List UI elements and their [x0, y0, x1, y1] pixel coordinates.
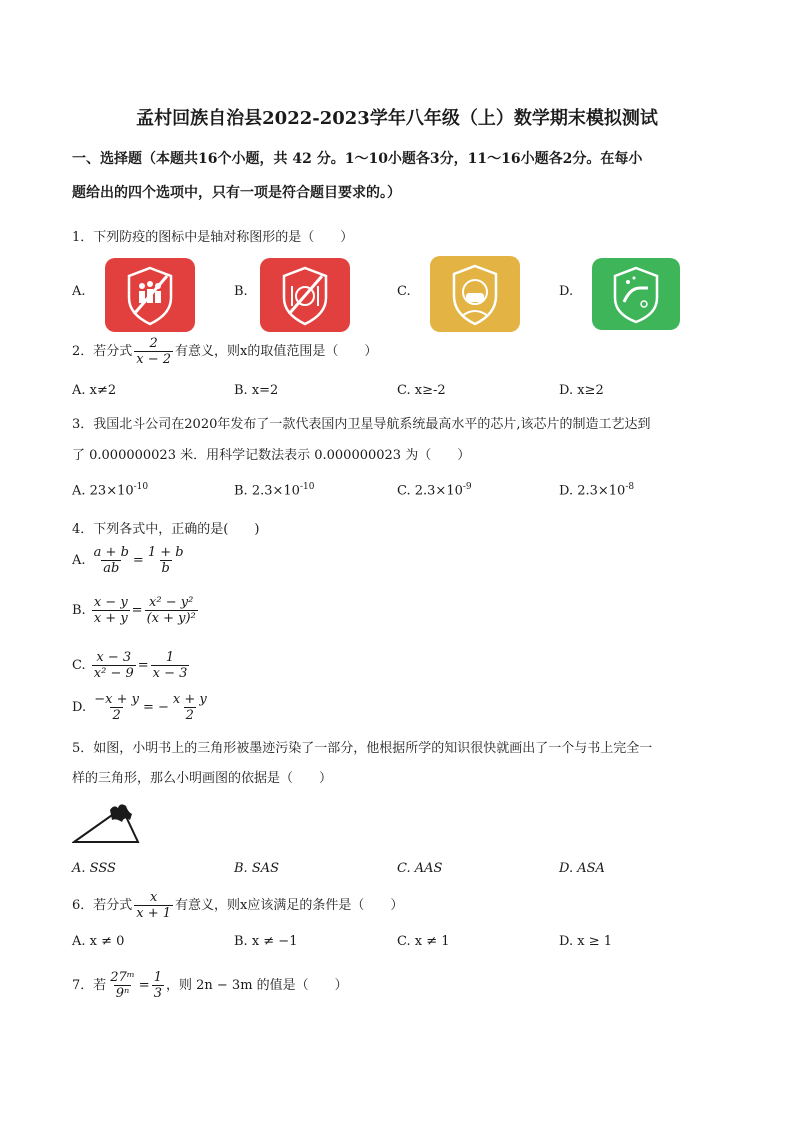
q4-b-left-denominator: x + y: [93, 611, 128, 626]
q4-c-equals: =: [137, 658, 149, 673]
q2-fraction: [134, 336, 173, 367]
q6-numerator: x: [149, 890, 158, 905]
wear-mask-icon: [430, 256, 520, 332]
q4-a-equals: =: [132, 553, 144, 568]
q4-b-left-numerator: x − y: [93, 595, 128, 610]
q5-option-d: D. ASA: [559, 861, 605, 876]
q4-option-a-label: A.: [72, 553, 86, 568]
q4-option-b-label: B.: [72, 603, 86, 618]
question-1: 1．下列防疫的图标中是轴对称图形的是（ ）: [72, 230, 354, 245]
q1-option-c-image: [430, 256, 520, 332]
q7-suffix: ，则 2n − 3m 的值是（ ）: [165, 978, 348, 993]
q1-option-d-image: [592, 258, 680, 330]
q4-option-a: [72, 545, 188, 576]
section-line-2: 题给出的四个选项中，只有一项是符合题目要求的。）: [72, 185, 401, 201]
q6-option-c: C. x ≠ 1: [397, 934, 450, 949]
q5-option-b: B. SAS: [234, 861, 280, 876]
question-6: [72, 890, 403, 921]
q7-right-numerator: 1: [153, 970, 162, 985]
question-4: 4．下列各式中，正确的是( ): [72, 522, 260, 537]
q4-a-right-numerator: 1 + b: [147, 545, 184, 560]
q4-b-right-denominator: (x + y)²: [146, 611, 196, 626]
q7-equals: =: [138, 978, 150, 993]
q7-prefix: 7．若: [72, 978, 107, 993]
q3-option-d-base: D. 2.3×10: [559, 483, 626, 499]
question-5-line-1: 5．如图，小明书上的三角形被墨迹污染了一部分，他根据所学的知识很快就画出了一个与书上完全一: [72, 741, 653, 756]
q4-a-left-numerator: a + b: [93, 545, 129, 560]
q1-option-b-label: B.: [234, 284, 248, 299]
q4-c-left-denominator: x² − 9: [93, 666, 134, 681]
q3-option-c-base: C. 2.3×10: [397, 483, 463, 499]
q4-c-right-denominator: x − 3: [152, 666, 188, 681]
q7-left-numerator: 27ᵐ: [110, 970, 135, 985]
q4-c-right-fraction: [151, 650, 190, 681]
q4-option-d-label: D.: [72, 700, 87, 715]
q6-option-d: D. x ≥ 1: [559, 934, 612, 949]
section-header: [72, 142, 732, 210]
q4-d-right-numerator: x + y: [172, 692, 207, 707]
wash-hands-icon: [592, 258, 680, 330]
q4-d-left-numerator: −x + y: [94, 692, 139, 707]
q7-right-fraction: [152, 970, 164, 1001]
q1-option-a-image: [105, 258, 195, 332]
q2-option-b: B. x=2: [234, 383, 279, 398]
q2-option-c: C. x≥-2: [397, 383, 446, 398]
q3-option-c: [397, 482, 472, 498]
question-7: [72, 970, 348, 1001]
q4-b-right-fraction: [145, 595, 198, 626]
q4-c-left-fraction: [92, 650, 136, 681]
q4-b-equals: =: [131, 603, 143, 618]
q4-b-right-numerator: x² − y²: [149, 595, 194, 610]
q1-option-d-label: D.: [559, 284, 574, 299]
q4-option-b: [72, 595, 200, 626]
q4-d-right-denominator: 2: [185, 708, 194, 723]
q4-option-c: [72, 650, 191, 681]
q4-d-equals: = −: [142, 700, 169, 715]
q3-option-d: [559, 482, 634, 498]
section-line-1: 一、选择题（本题共16个小题，共 42 分。1～10小题各3分，11～16小题各2分。在每小: [72, 151, 643, 167]
q4-b-left-fraction: [92, 595, 130, 626]
q7-left-denominator: 9ⁿ: [115, 986, 130, 1001]
q3-option-d-exponent: -8: [625, 482, 635, 492]
q4-c-left-numerator: x − 3: [96, 650, 132, 665]
page-title: 孟村回族自治县2022-2023学年八年级（上）数学期末模拟测试: [136, 108, 658, 129]
question-2: [72, 336, 377, 367]
q3-option-b-exponent: -10: [299, 482, 315, 492]
q5-option-a: A. SSS: [72, 861, 116, 876]
q6-option-b: B. x ≠ −1: [234, 934, 298, 949]
q3-option-b-base: B. 2.3×10: [234, 483, 300, 499]
q1-option-a-label: A.: [72, 284, 86, 299]
q4-d-left-denominator: 2: [112, 708, 121, 723]
q3-option-a-base: A. 23×10: [72, 483, 134, 499]
q4-option-d: [72, 692, 211, 723]
q6-denominator: x + 1: [136, 906, 172, 921]
stained-triangle-figure: [72, 798, 144, 846]
q2-prefix: 2．若分式: [72, 344, 133, 359]
q2-numerator: 2: [149, 336, 158, 351]
q2-suffix: 有意义，则x的取值范围是（ ）: [175, 344, 378, 359]
q3-option-a: [72, 482, 148, 498]
q4-a-left-denominator: ab: [103, 561, 120, 576]
q6-option-a: A. x ≠ 0: [72, 934, 125, 949]
q4-d-left-fraction: [92, 692, 141, 723]
question-3-line-1: 3．我国北斗公司在2020年发布了一款代表国内卫星导航系统最高水平的芯片,该芯片的制造工艺达到: [72, 417, 651, 432]
q6-prefix: 6．若分式: [72, 898, 133, 913]
q7-right-denominator: 3: [153, 986, 162, 1001]
q4-a-right-denominator: b: [161, 561, 170, 576]
q6-suffix: 有意义，则x应该满足的条件是（ ）: [175, 898, 404, 913]
q4-d-right-fraction: [171, 692, 209, 723]
q4-a-right-fraction: [146, 545, 186, 576]
q2-denominator: x − 2: [136, 352, 172, 367]
question-5-line-2: 样的三角形，那么小明画图的依据是（ ）: [72, 771, 333, 786]
q4-a-left-fraction: [92, 545, 131, 576]
no-gathering-icon: [105, 258, 195, 332]
q6-fraction: [134, 890, 173, 921]
q3-option-a-exponent: -10: [133, 482, 149, 492]
q2-option-a: A. x≠2: [72, 383, 117, 398]
q5-option-c: C. AAS: [397, 861, 443, 876]
q4-option-c-label: C.: [72, 658, 86, 673]
q2-option-d: D. x≥2: [559, 383, 604, 398]
q4-c-right-numerator: 1: [165, 650, 175, 665]
q3-option-c-exponent: -9: [462, 482, 472, 492]
no-dining-icon: [260, 258, 350, 332]
q1-option-c-label: C.: [397, 284, 411, 299]
question-3-line-2: 了 0.000000023 米．用科学记数法表示 0.000000023 为（ ）: [72, 448, 471, 463]
q7-left-fraction: [108, 970, 137, 1001]
q3-option-b: [234, 482, 314, 498]
q1-option-b-image: [260, 258, 350, 332]
